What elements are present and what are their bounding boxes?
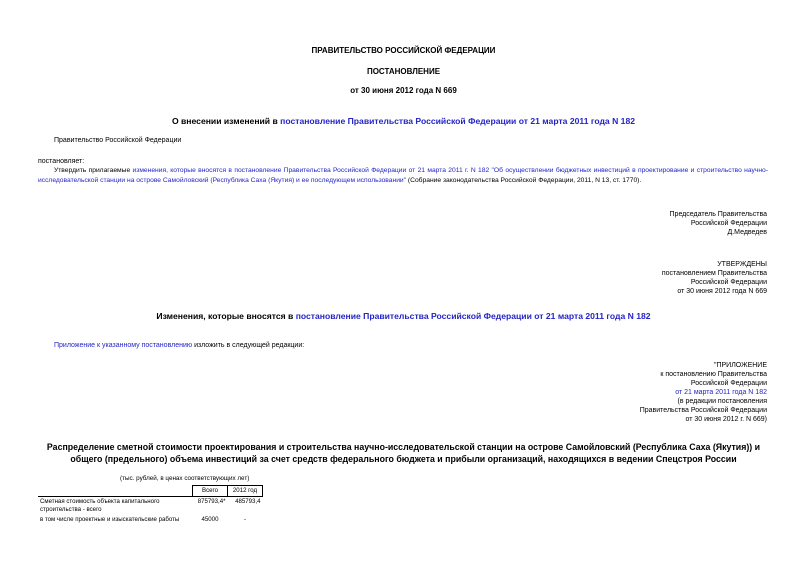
decree-paragraph-start: Утвердить прилагаемые <box>54 167 133 174</box>
document-title-prefix: О внесении изменений в <box>171 116 281 126</box>
signature-position: Председатель Правительства <box>669 211 767 218</box>
table-units: (тыс. рублей, в ценах соответствующих лет) <box>120 475 250 482</box>
appendix-original-decree-link[interactable]: от 21 марта 2011 года N 182 <box>675 389 767 396</box>
row-total: 875793,4* <box>193 497 228 516</box>
approved-line2: постановлением Правительства <box>661 270 767 277</box>
signature-name: Д.Медведев <box>727 229 767 236</box>
changes-title <box>0 311 807 321</box>
distribution-title <box>0 441 807 465</box>
appendix-link[interactable]: Приложение к указанному постановлению <box>54 342 193 349</box>
header-2012: 2012 год <box>228 486 263 497</box>
approved-line4: от 30 июня 2012 года N 669 <box>677 288 767 295</box>
appendix-line3: Российской Федерации <box>690 380 767 387</box>
row-2012: - <box>243 516 247 523</box>
appendix-line2: к постановлению Правительства <box>660 371 767 378</box>
row-2012: 485793,4 <box>228 497 263 516</box>
decrees-line: постановляет: <box>38 158 85 165</box>
appendix-line7: от 30 июня 2012 г. N 669) <box>685 416 767 423</box>
approved-block <box>662 260 767 296</box>
appendix-note <box>54 341 304 350</box>
distribution-title-line1: Распределение сметной стоимости проектирования и строительства научно-исследовательской станции на острове Самойловский (Республика Саха (Якутия)) и <box>46 442 761 452</box>
document-type: ПОСТАНОВЛЕНИЕ <box>366 67 441 76</box>
table-row <box>38 515 263 525</box>
distribution-title-line2: общего (предельного) объема инвестиций за счет средств федерального бюджета и прибыли организаций, находящихся в ведении Спецстроя России <box>70 454 737 464</box>
appendix-block <box>640 361 767 424</box>
row-total: 45000 <box>201 516 219 523</box>
changes-title-prefix: Изменения, которые вносятся в <box>156 311 296 321</box>
approved-heading: УТВЕРЖДЕНЫ <box>717 261 767 268</box>
government-heading: ПРАВИТЕЛЬСТВО РОССИЙСКОЙ ФЕДЕРАЦИИ <box>311 46 496 55</box>
row-label: Сметная стоимость объекта капитального строительства - всего <box>38 497 193 516</box>
document-date-number: от 30 июня 2012 года N 669 <box>350 86 457 95</box>
table-row <box>38 497 263 516</box>
decree-paragraph-end: (Собрание законодательства Российской Федерации, 2011, N 13, ст. 1770). <box>406 177 642 184</box>
budget-table <box>38 485 263 525</box>
appendix-note-rest: изложить в следующей редакции: <box>192 342 305 349</box>
title-decree-link[interactable]: постановление Правительства Российской Федерации от 21 марта 2011 года N 182 <box>280 116 636 126</box>
government-line: Правительство Российской Федерации <box>54 137 182 144</box>
document-title <box>0 116 807 126</box>
appendix-line6: Правительства Российской Федерации <box>639 407 767 414</box>
header-total: Всего <box>193 486 228 497</box>
appendix-heading: "ПРИЛОЖЕНИЕ <box>714 362 767 369</box>
signature-country: Российской Федерации <box>690 220 767 227</box>
decree-paragraph <box>38 166 768 186</box>
changes-link[interactable]: изменения, которые вносятся в постановление Правительства Российской Федерации от 21 марта 2011 г. N 182 "Об осуществлении бюджетных инвестиций в проектирование и строительство научно-исследовательской станции на острове Самойловский (Республика Саха (Якутия) и ее последующем использовании" <box>38 167 768 184</box>
table-header-row <box>38 486 263 497</box>
approved-line3: Российской Федерации <box>690 279 767 286</box>
header-empty-cell <box>38 486 193 497</box>
changes-title-decree-link[interactable]: постановление Правительства Российской Федерации от 21 марта 2011 года N 182 <box>295 311 651 321</box>
row-label: в том числе проектные и изыскательские работы <box>40 516 180 523</box>
appendix-line5: (в редакции постановления <box>677 398 767 405</box>
signature-block <box>670 210 767 237</box>
